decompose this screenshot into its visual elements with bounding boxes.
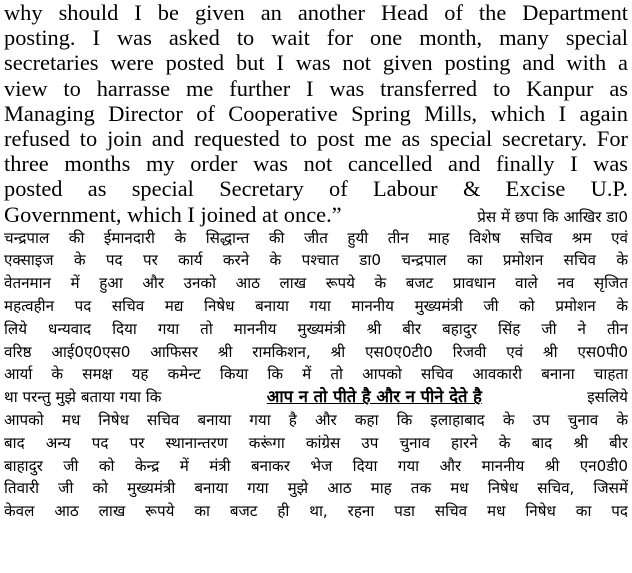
text-line: posted as special Secretary of Labour & Excise U.P.: [4, 176, 628, 202]
hindi-text-line: बाद अन्य पद पर स्थानान्तरण करूंगा कांग्रेस उप चुनाव हारने के बाद श्री बीर: [4, 433, 628, 452]
hindi-text-line: आपको मध निषेध सचिव बनाया गया है और कहा कि इलाहाबाद के उप चुनाव के: [4, 411, 628, 430]
hindi-text-line: लिये धन्यवाद दिया गया तो माननीय मुख्यमंत्री श्री बीर बहादुर सिंह जी ने तीन: [4, 319, 628, 338]
text-line: view to harrasse me further I was transferred to Kanpur as: [4, 75, 628, 101]
text-line: Managing Director of Cooperative Spring Mills, which I again: [4, 100, 628, 126]
emphasized-quote: आप न तो पीते है और न पीने देते है: [266, 387, 482, 407]
hindi-text-line: वरिष्ठ आई0ए0एस0 आफिसर श्री रामकिशन, श्री एस0ए0टी0 रिजवी एवं श्री एस0पी0: [4, 342, 628, 361]
hindi-text-start: प्रेस में छपा कि आखिर डा0: [477, 207, 628, 226]
document-page: [4, 0, 628, 523]
emphasis-text-line: [4, 386, 628, 409]
hindi-text-line: चन्द्रपाल की ईमानदारी के सिद्धान्त की जीत हुयी तीन माह विशेष सचिव श्रम एवं: [4, 228, 628, 247]
quote-end-text: Government, which I joined at once.”: [4, 201, 342, 227]
hindi-text-line: महत्वहीन पद सचिव मद्य निषेध बनाया गया माननीय मुख्यमंत्री जी को प्रमोशन के: [4, 297, 628, 316]
text-line: three months my order was not cancelled and finally I was: [4, 151, 628, 177]
emphasis-suffix: इसलिये: [587, 388, 628, 407]
hindi-text-line: केवल आठ लाख रूपये का बजट ही था, रहना पडा सचिव मध निषेध का पद: [4, 502, 628, 521]
hindi-text-line: आर्या के समक्ष यह कमेन्ट किया कि में तो आपको सचिव आवकारी बनाना चाहता: [4, 365, 628, 384]
text-line: refused to join and requested to post me as special secretary. For: [4, 125, 628, 151]
mixed-text-line: [4, 202, 628, 227]
hindi-text-line: तिवारी जी को मुख्यमंत्री बनाया गया मुझे आठ माह तक मध निषेध सचिव, जिसमें: [4, 479, 628, 498]
text-line: posting. I was asked to wait for one month, many special: [4, 25, 628, 51]
text-line: why should I be given an another Head of the Department: [4, 0, 628, 25]
emphasis-prefix: था परन्तु मुझे बताया गया कि: [4, 388, 162, 407]
text-line: secretaries were posted but I was not given posting and with a: [4, 50, 628, 76]
hindi-text-line: एक्साइज के पद पर कार्य करने के पश्चात डा0 चन्द्रपाल का प्रमोशन सचिव के: [4, 251, 628, 270]
hindi-text-line: वेतनमान में हुआ और उनको आठ लाख रूपये के बजट प्रावधान वाले नव सृजित: [4, 274, 628, 293]
hindi-text-line: बाहादुर जी को केन्द्र में मंत्री बनाकर भेज दिया गया और माननीय श्री एन0डी0: [4, 456, 628, 475]
